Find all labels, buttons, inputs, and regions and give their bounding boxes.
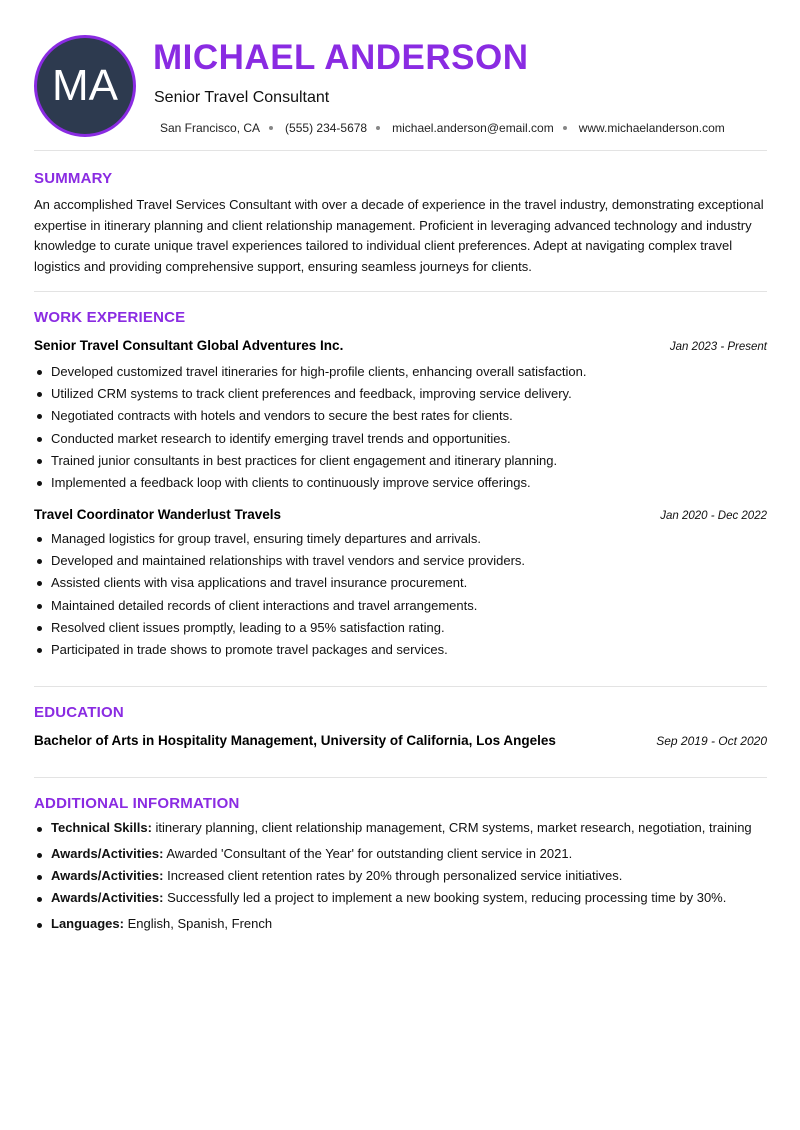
separator-dot [376, 126, 380, 130]
info-text: itinerary planning, client relationship management, CRM systems, market research, negotiation, training [151, 820, 752, 835]
list-item: Negotiated contracts with hotels and vendors to secure the best rates for clients. [34, 405, 774, 427]
list-item: Developed customized travel itineraries for high-profile clients, enhancing overall satisfaction. [34, 361, 774, 383]
separator-dot [563, 126, 567, 130]
experience-heading: WORK EXPERIENCE [34, 309, 186, 326]
summary-heading: SUMMARY [34, 170, 113, 187]
job-dates: Jan 2020 - Dec 2022 [660, 510, 767, 522]
list-item: Maintained detailed records of client interactions and travel arrangements. [34, 595, 774, 617]
education-degree: Bachelor of Arts in Hospitality Management, University of California, Los Angeles [34, 733, 556, 748]
list-item: Managed logistics for group travel, ensuring timely departures and arrivals. [34, 528, 774, 550]
list-item: Developed and maintained relationships with travel vendors and service providers. [34, 550, 774, 572]
job-bullet-list [34, 528, 774, 661]
info-label: Technical Skills: [51, 820, 152, 835]
job-header [34, 338, 767, 353]
contact-line [160, 121, 725, 135]
list-item [34, 820, 779, 846]
additional-heading: ADDITIONAL INFORMATION [34, 795, 240, 812]
list-item: Trained junior consultants in best practices for client engagement and itinerary planning. [34, 450, 774, 472]
list-item: Conducted market research to identify emerging travel trends and opportunities. [34, 428, 774, 450]
separator-dot [269, 126, 273, 130]
info-label: Languages: [51, 916, 124, 931]
list-item: Resolved client issues promptly, leading to a 95% satisfaction rating. [34, 617, 774, 639]
info-text: English, Spanish, French [123, 916, 273, 931]
education-heading: EDUCATION [34, 704, 124, 721]
education-dates: Sep 2019 - Oct 2020 [656, 734, 767, 748]
contact-email[interactable]: michael.anderson@email.com [392, 121, 554, 135]
info-text: Awarded 'Consultant of the Year' for outstanding client service in 2021. [163, 846, 573, 861]
contact-phone: (555) 234-5678 [285, 121, 368, 135]
contact-location: San Francisco, CA [160, 121, 261, 135]
list-item [34, 916, 779, 938]
job-bullet-list [34, 361, 774, 494]
section-divider [34, 686, 767, 687]
list-item [34, 846, 779, 868]
info-text: Successfully led a project to implement a new booking system, reducing processing time by 30%. [163, 890, 727, 905]
job-title: Senior Travel Consultant [154, 89, 330, 106]
section-divider [34, 777, 767, 778]
section-divider [34, 150, 767, 151]
section-divider [34, 291, 767, 292]
job-role: Senior Travel Consultant Global Adventures Inc. [34, 338, 344, 353]
list-item [34, 868, 779, 890]
list-item [34, 890, 779, 916]
list-item: Utilized CRM systems to track client preferences and feedback, improving service delivery. [34, 383, 774, 405]
info-text: Increased client retention rates by 20% through personalized service initiatives. [163, 868, 623, 883]
job-dates: Jan 2023 - Present [669, 341, 767, 353]
additional-list [34, 820, 779, 938]
info-label: Awards/Activities: [51, 890, 164, 905]
list-item: Implemented a feedback loop with clients to continuously improve service offerings. [34, 472, 774, 494]
contact-website[interactable]: www.michaelanderson.com [578, 121, 725, 135]
avatar [34, 35, 136, 137]
education-entry [34, 733, 767, 748]
list-item: Participated in trade shows to promote travel packages and services. [34, 639, 774, 661]
summary-text: An accomplished Travel Services Consultant with over a decade of experience in the travel industry, demonstrating exceptional expertise in itinerary planning and client relationship management. Proficient in leveraging advanced technology and industry knowledge to curate unique travel experiences tailored to individual client preferences. Adept at navigating complex travel logistics and providing comprehensive support, ensuring seamless journeys for clients. [34, 197, 764, 274]
job-header [34, 507, 767, 522]
job-role: Travel Coordinator Wanderlust Travels [34, 507, 282, 522]
list-item: Assisted clients with visa applications and travel insurance procurement. [34, 572, 774, 594]
candidate-name: MICHAEL ANDERSON [153, 38, 529, 77]
avatar-initials: MA [52, 61, 118, 110]
info-label: Awards/Activities: [51, 868, 164, 883]
info-label: Awards/Activities: [51, 846, 164, 861]
